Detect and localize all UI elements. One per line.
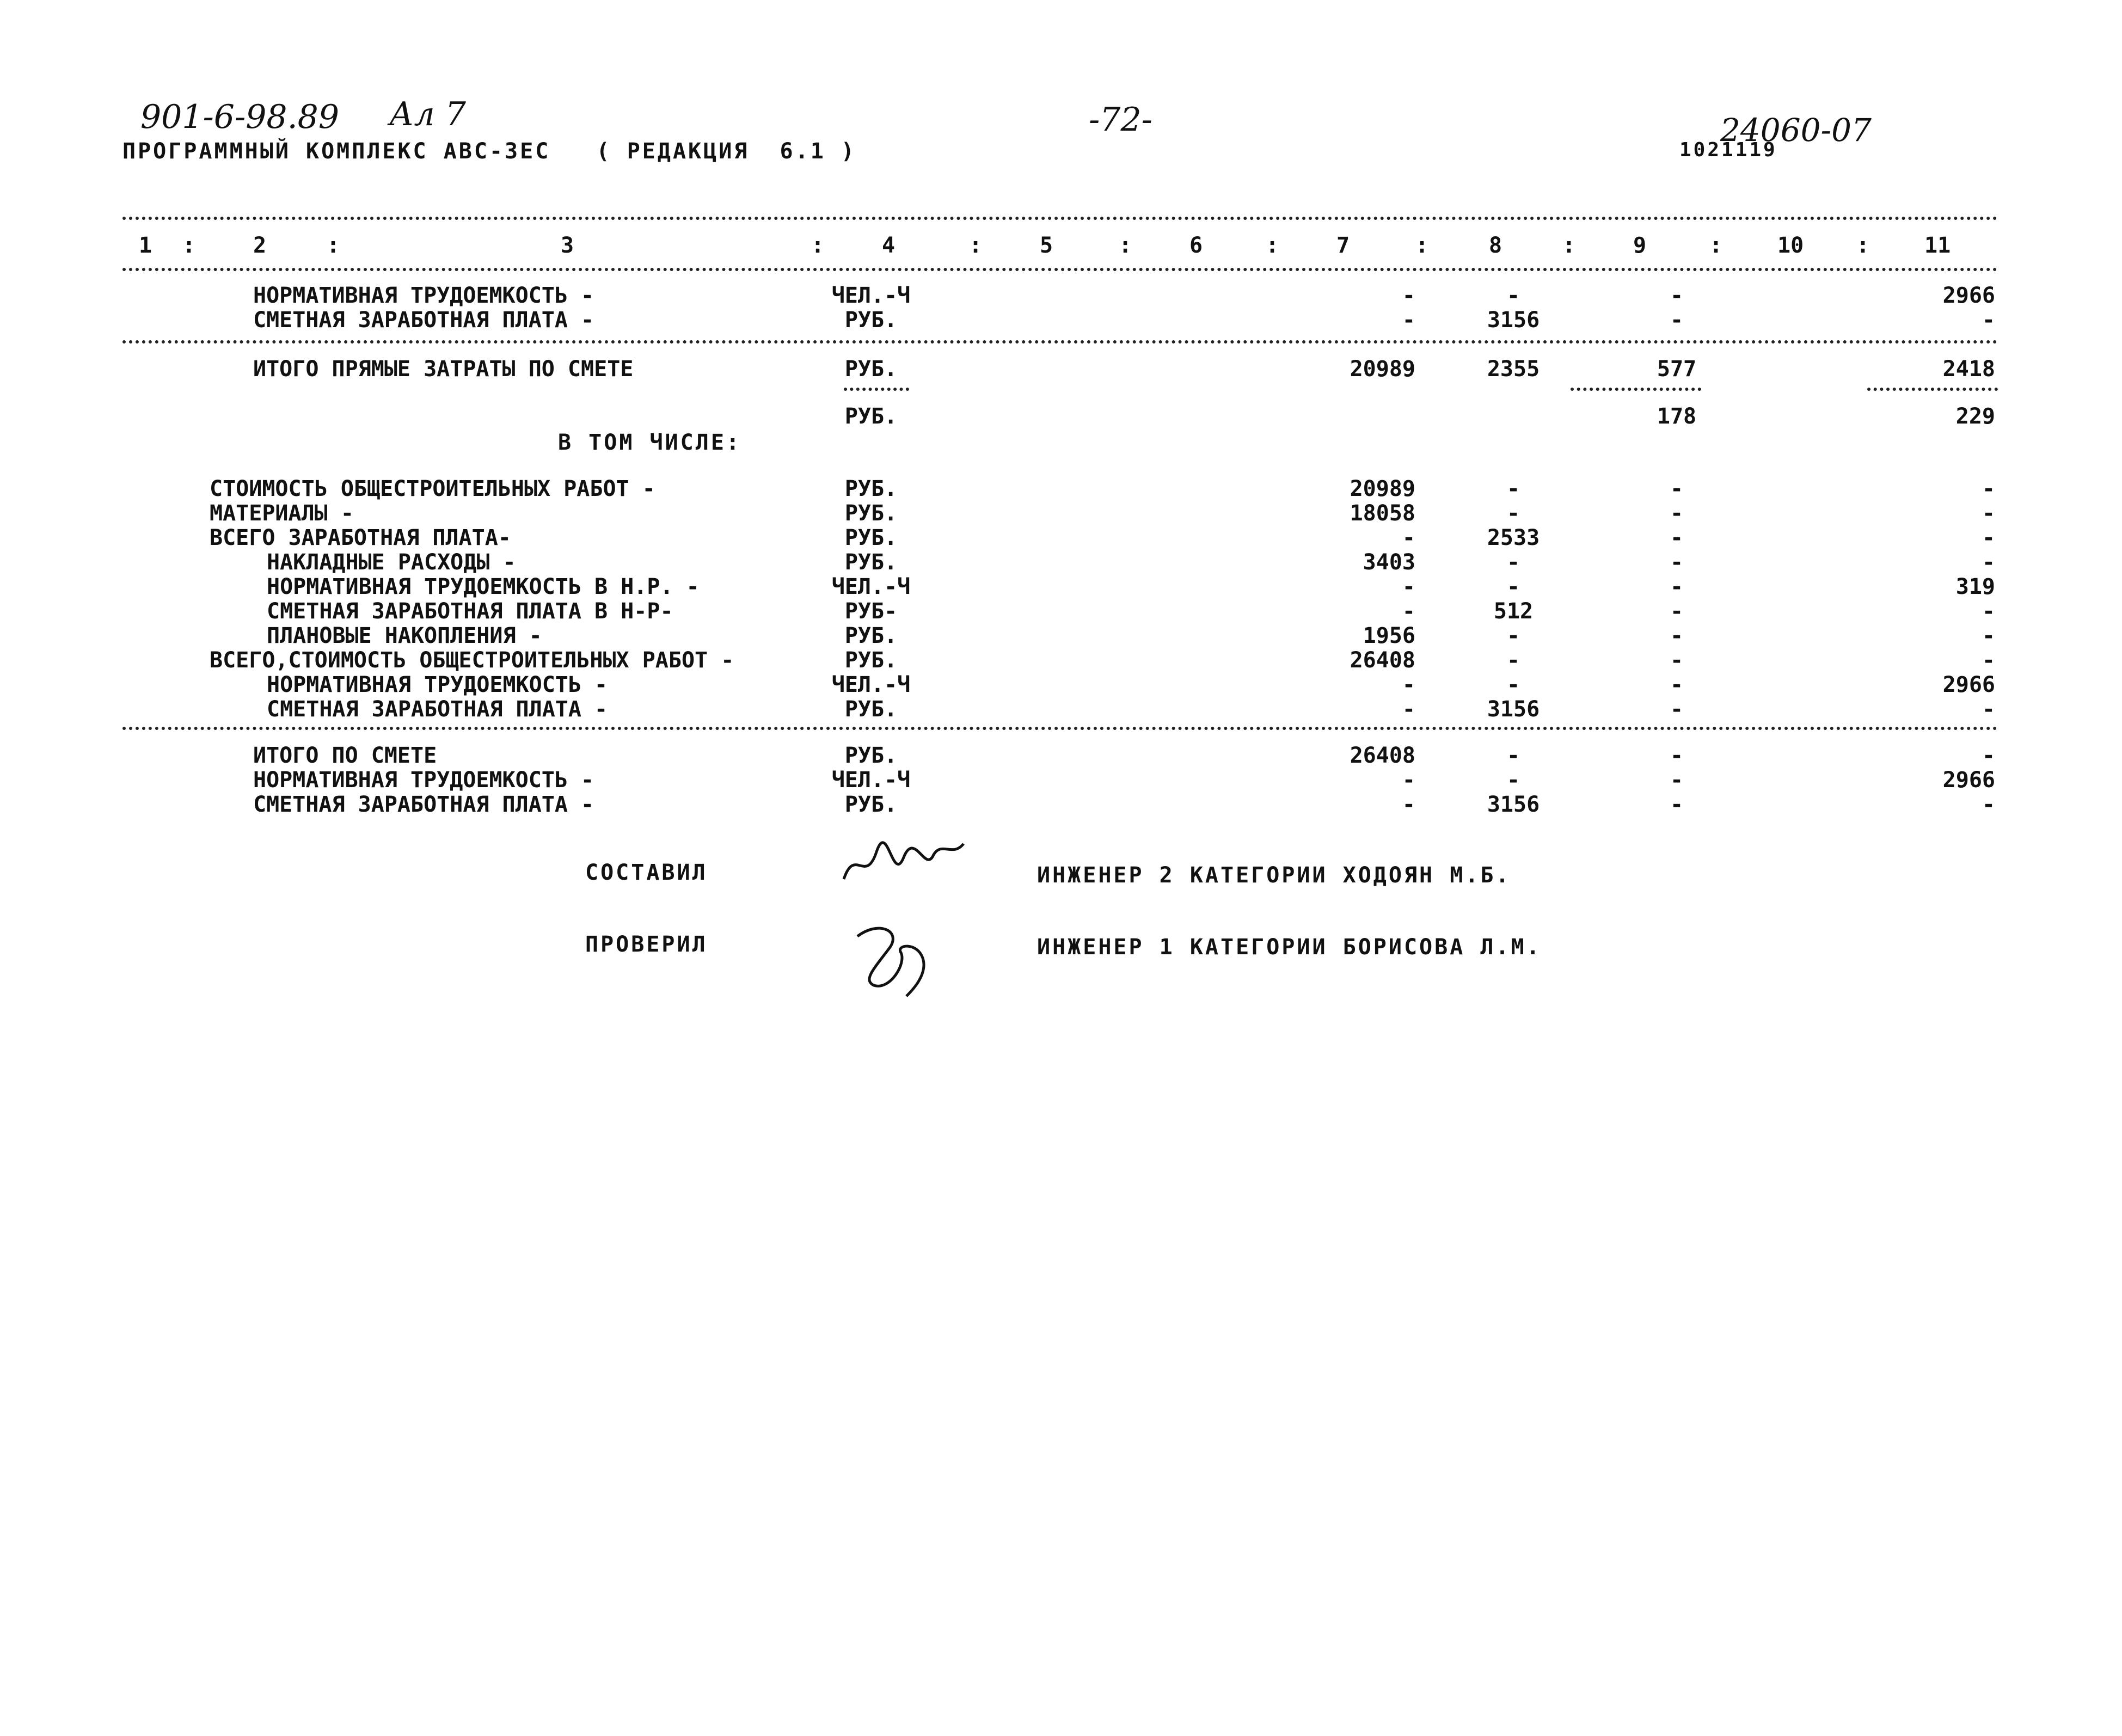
row-label: ИТОГО ПО СМЕТЕ	[253, 743, 437, 768]
col7-cell: -	[1402, 792, 1415, 817]
col7-cell: 3403	[1363, 550, 1415, 575]
page-number: -72-	[1089, 101, 1152, 139]
col11-cell: -	[1982, 525, 1995, 550]
row-label: СМЕТНАЯ ЗАРАБОТНАЯ ПЛАТА -	[253, 792, 594, 817]
col8-cell: -	[1506, 501, 1520, 526]
column-number: 3	[561, 233, 574, 258]
column-number: 10	[1777, 233, 1804, 258]
unit-cell: РУБ.	[844, 308, 898, 333]
col9-cell: 178	[1657, 404, 1697, 429]
col9-cell: -	[1670, 599, 1684, 624]
row-label: СТОИМОСТЬ ОБЩЕСТРОИТЕЛЬНЫХ РАБОТ -	[210, 476, 655, 501]
unit-cell: ЧЕЛ.-Ч	[831, 574, 911, 599]
unit-cell: ЧЕЛ.-Ч	[831, 768, 911, 793]
compiled-label: СОСТАВИЛ	[585, 860, 708, 885]
row-label: НОРМАТИВНАЯ ТРУДОЕМКОСТЬ -	[253, 283, 594, 308]
unit-cell: РУБ.	[844, 648, 898, 673]
col11-cell: -	[1982, 648, 1995, 673]
col8-cell: -	[1506, 283, 1520, 308]
row-label: ИТОГО ПРЯМЫЕ ЗАТРАТЫ ПО СМЕТЕ	[253, 357, 634, 382]
row-label: НОРМАТИВНАЯ ТРУДОЕМКОСТЬ В Н.Р. -	[267, 574, 700, 599]
col9-cell: -	[1670, 525, 1684, 550]
col11-cell: -	[1982, 599, 1995, 624]
col8-cell: 512	[1493, 599, 1534, 624]
unit-cell: РУБ.	[844, 550, 898, 575]
unit-cell: РУБ.	[844, 525, 898, 550]
col9-cell: 577	[1657, 357, 1697, 382]
handwritten-album: Ал 7	[389, 95, 466, 133]
col8-cell: -	[1506, 768, 1520, 793]
row-label: СМЕТНАЯ ЗАРАБОТНАЯ ПЛАТА -	[267, 697, 608, 722]
col7-cell: 20989	[1350, 476, 1415, 501]
header-bottom-rule	[122, 268, 1998, 271]
column-number: 11	[1924, 233, 1951, 258]
unit-cell: ЧЕЛ.-Ч	[831, 283, 911, 308]
col9-cell: -	[1670, 623, 1684, 648]
col11-cell: 2966	[1942, 672, 1995, 697]
col11-cell: 2418	[1942, 357, 1995, 382]
checked-label: ПРОВЕРИЛ	[585, 932, 708, 957]
col8-cell: -	[1506, 476, 1520, 501]
unit-cell: РУБ.	[844, 792, 898, 817]
col7-cell: -	[1402, 768, 1415, 793]
program-line: ПРОГРАММНЫЙ КОМПЛЕКС АВС-3ЕС ( РЕДАКЦИЯ 6.1 )	[122, 139, 856, 164]
section-rule	[122, 727, 1998, 730]
compiled-by: ИНЖЕНЕР 2 КАТЕГОРИИ ХОДОЯН М.Б.	[1037, 863, 1511, 888]
row-label: НАКЛАДНЫЕ РАСХОДЫ -	[267, 550, 516, 575]
col7-cell: -	[1402, 672, 1415, 697]
col9-cell: -	[1670, 743, 1684, 768]
col8-cell: 2355	[1487, 357, 1540, 382]
col8-cell: -	[1506, 648, 1520, 673]
col9-cell: -	[1670, 792, 1684, 817]
col9-cell: -	[1670, 768, 1684, 793]
col7-cell: 1956	[1363, 623, 1415, 648]
col11-cell: -	[1982, 308, 1995, 333]
col11-cell: -	[1982, 792, 1995, 817]
col8-cell: 3156	[1487, 308, 1540, 333]
unit-cell: РУБ.	[844, 743, 898, 768]
checked-by: ИНЖЕНЕР 1 КАТЕГОРИИ БОРИСОВА Л.М.	[1037, 935, 1542, 960]
col11-cell: -	[1982, 550, 1995, 575]
handwritten-code: 901-6-98.89	[140, 98, 340, 136]
col9-cell: -	[1670, 672, 1684, 697]
unit-cell: РУБ.	[844, 697, 898, 722]
col8-cell: -	[1506, 672, 1520, 697]
unit-cell: РУБ.	[844, 404, 898, 429]
subtotal-rule	[1867, 388, 1998, 391]
row-label: СМЕТНАЯ ЗАРАБОТНАЯ ПЛАТА В Н-Р-	[267, 599, 673, 624]
in-that-number-label: В ТОМ ЧИСЛЕ:	[558, 430, 741, 455]
col8-cell: 3156	[1487, 697, 1540, 722]
unit-cell: РУБ.	[844, 501, 898, 526]
col11-cell: -	[1982, 743, 1995, 768]
column-number: 8	[1489, 233, 1502, 258]
col8-cell: 3156	[1487, 792, 1540, 817]
col8-cell: -	[1506, 743, 1520, 768]
handwritten-doc-number: 24060-07	[1720, 112, 1872, 149]
unit-cell: РУБ.	[844, 623, 898, 648]
col7-cell: 26408	[1350, 648, 1415, 673]
col11-cell: -	[1982, 501, 1995, 526]
unit-cell: ЧЕЛ.-Ч	[831, 672, 911, 697]
col7-cell: -	[1402, 283, 1415, 308]
col8-cell: 2533	[1487, 525, 1540, 550]
col7-cell: 26408	[1350, 743, 1415, 768]
compiled-signature	[833, 836, 974, 895]
column-number: 4	[882, 233, 896, 258]
col11-cell: 229	[1955, 404, 1995, 429]
unit-cell: РУБ-	[844, 599, 898, 624]
column-number: 9	[1633, 233, 1647, 258]
column-number: 5	[1040, 233, 1053, 258]
document-code: 1021119	[1679, 139, 1777, 161]
subtotal-rule	[1571, 388, 1701, 391]
section-rule	[122, 340, 1998, 343]
row-label: СМЕТНАЯ ЗАРАБОТНАЯ ПЛАТА -	[253, 308, 594, 333]
row-label: ВСЕГО,СТОИМОСТЬ ОБЩЕСТРОИТЕЛЬНЫХ РАБОТ -	[210, 648, 734, 673]
unit-cell: РУБ.	[844, 357, 898, 382]
col9-cell: -	[1670, 476, 1684, 501]
col11-cell: -	[1982, 623, 1995, 648]
checked-signature	[841, 915, 950, 1002]
col7-cell: -	[1402, 308, 1415, 333]
column-number: 1	[139, 233, 152, 258]
row-label: НОРМАТИВНАЯ ТРУДОЕМКОСТЬ -	[267, 672, 608, 697]
col7-cell: 20989	[1350, 357, 1415, 382]
col7-cell: -	[1402, 599, 1415, 624]
col11-cell: -	[1982, 697, 1995, 722]
col11-cell: -	[1982, 476, 1995, 501]
row-label: ПЛАНОВЫЕ НАКОПЛЕНИЯ -	[267, 623, 542, 648]
col8-cell: -	[1506, 623, 1520, 648]
column-number: 2	[253, 233, 267, 258]
column-number: 6	[1189, 233, 1203, 258]
col9-cell: -	[1670, 574, 1684, 599]
col9-cell: -	[1670, 697, 1684, 722]
col7-cell: -	[1402, 574, 1415, 599]
col11-cell: 2966	[1942, 768, 1995, 793]
col8-cell: -	[1506, 574, 1520, 599]
col9-cell: -	[1670, 648, 1684, 673]
subtotal-rule	[844, 388, 909, 391]
col9-cell: -	[1670, 283, 1684, 308]
col8-cell: -	[1506, 550, 1520, 575]
row-label: НОРМАТИВНАЯ ТРУДОЕМКОСТЬ -	[253, 768, 594, 793]
column-number: 7	[1336, 233, 1350, 258]
col7-cell: 18058	[1350, 501, 1415, 526]
col11-cell: 2966	[1942, 283, 1995, 308]
col11-cell: 319	[1955, 574, 1995, 599]
col9-cell: -	[1670, 501, 1684, 526]
col7-cell: -	[1402, 697, 1415, 722]
col9-cell: -	[1670, 308, 1684, 333]
col9-cell: -	[1670, 550, 1684, 575]
row-label: ВСЕГО ЗАРАБОТНАЯ ПЛАТА-	[210, 525, 511, 550]
unit-cell: РУБ.	[844, 476, 898, 501]
col7-cell: -	[1402, 525, 1415, 550]
row-label: МАТЕРИАЛЫ -	[210, 501, 354, 526]
top-rule	[122, 217, 1998, 220]
